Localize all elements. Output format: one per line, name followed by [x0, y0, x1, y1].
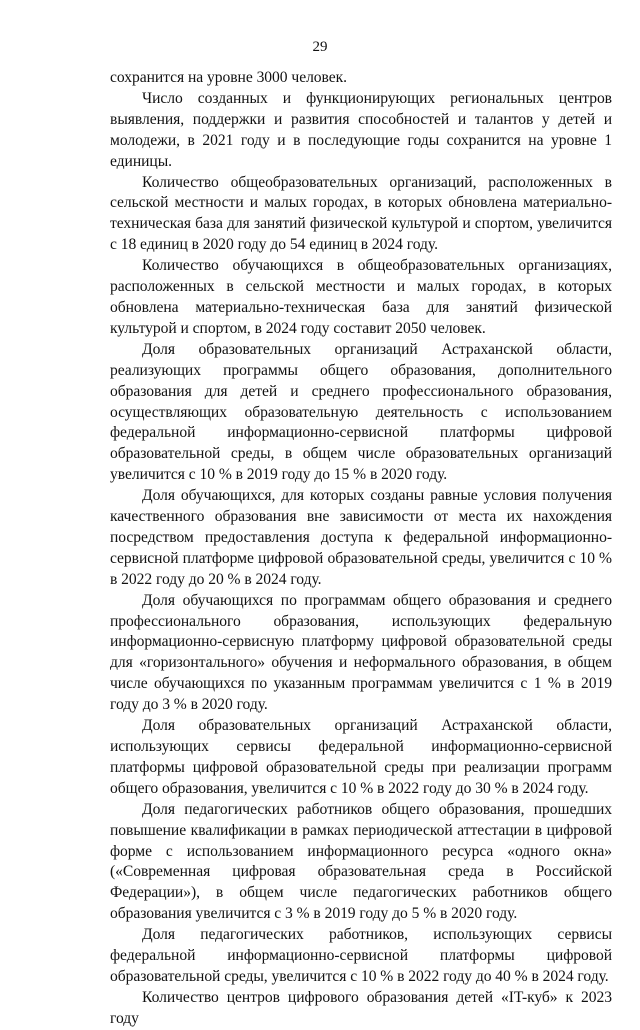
paragraph-teachers-using-services: Доля педагогических работников, использующих сервисы федеральной информационно-сервисной платформы цифровой образовательной среды, увеличится с 10 % в 2022 году до 40 % в 2024 году.	[110, 926, 612, 985]
paragraph-organizations-digital-platform: Доля образовательных организаций Астраханской области, реализующих программы общего образования, дополнительного образования для детей и среднего профессионального образования, осуществляющих образовательную деятельность с использованием федеральной информационно-сервисной платформы цифровой образовательной среды, в общем числе образовательных организаций увеличится с 10 % в 2019 году до 15 % в 2020 году.	[110, 340, 612, 484]
paragraph-rural-students-count: Количество обучающихся в общеобразовательных организациях, расположенных в сельской местности и малых городах, в которых обновлена материально-техническая база для занятий физической культурой и спортом, в 2024 году составит 2050 человек.	[110, 257, 612, 337]
paragraph-organizations-using-services: Доля образовательных организаций Астраханской области, использующих сервисы федеральной информационно-сервисной платформы цифровой образовательной среды при реализации программ общего образования, увеличится с 10 % в 2022 году до 30 % в 2024 году.	[110, 717, 612, 797]
paragraph-continuation: сохранится на уровне 3000 человек.	[110, 69, 348, 86]
paragraph-it-cube-centers: Количество центров цифрового образования детей «IT-куб» к 2023 году	[110, 988, 612, 1027]
page-number: 29	[312, 39, 328, 55]
paragraph-equal-access-students: Доля обучающихся, для которых созданы равные условия получения качественного образования вне зависимости от места их нахождения посредством предоставления доступа к федеральной информационно-сервисной платформе цифровой образовательной среды, увеличится с 10 % в 2022 году до 20 % в 2024 году.	[110, 487, 612, 588]
paragraph-horizontal-learning: Доля обучающихся по программам общего образования и среднего профессионального образования, использующих федеральную информационно-сервисную платформу цифровой образовательной среды для «горизонтального» обучения и неформального образования, в общем числе обучающихся по указанным программам увеличится с 1 % в 2019 году до 3 % в 2020 году.	[110, 591, 612, 714]
paragraph-rural-schools-sports-base: Количество общеобразовательных организаций, расположенных в сельской местности и малых городах, в которых обновлена материально-техническая база для занятий физической культурой и спортом, увеличится с 18 единиц в 2020 году до 54 единиц в 2024 году.	[110, 173, 612, 254]
document-body	[110, 68, 612, 1030]
paragraph-talent-centers: Число созданных и функционирующих региональных центров выявления, поддержки и развития способностей и талантов у детей и молодежи, в 2021 году и в последующие годы сохранится на уровне 1 единицы.	[110, 89, 612, 170]
paragraph-teacher-qualification: Доля педагогических работников общего образования, прошедших повышение квалификации в рамках периодической аттестации в цифровой форме с использованием информационного ресурса «одного окна» («Современная цифровая образовательная среда в Российской Федерации»), в общем числе педагогических работников общего образования увеличится с 3 % в 2019 году до 5 % в 2020 году.	[110, 800, 612, 923]
